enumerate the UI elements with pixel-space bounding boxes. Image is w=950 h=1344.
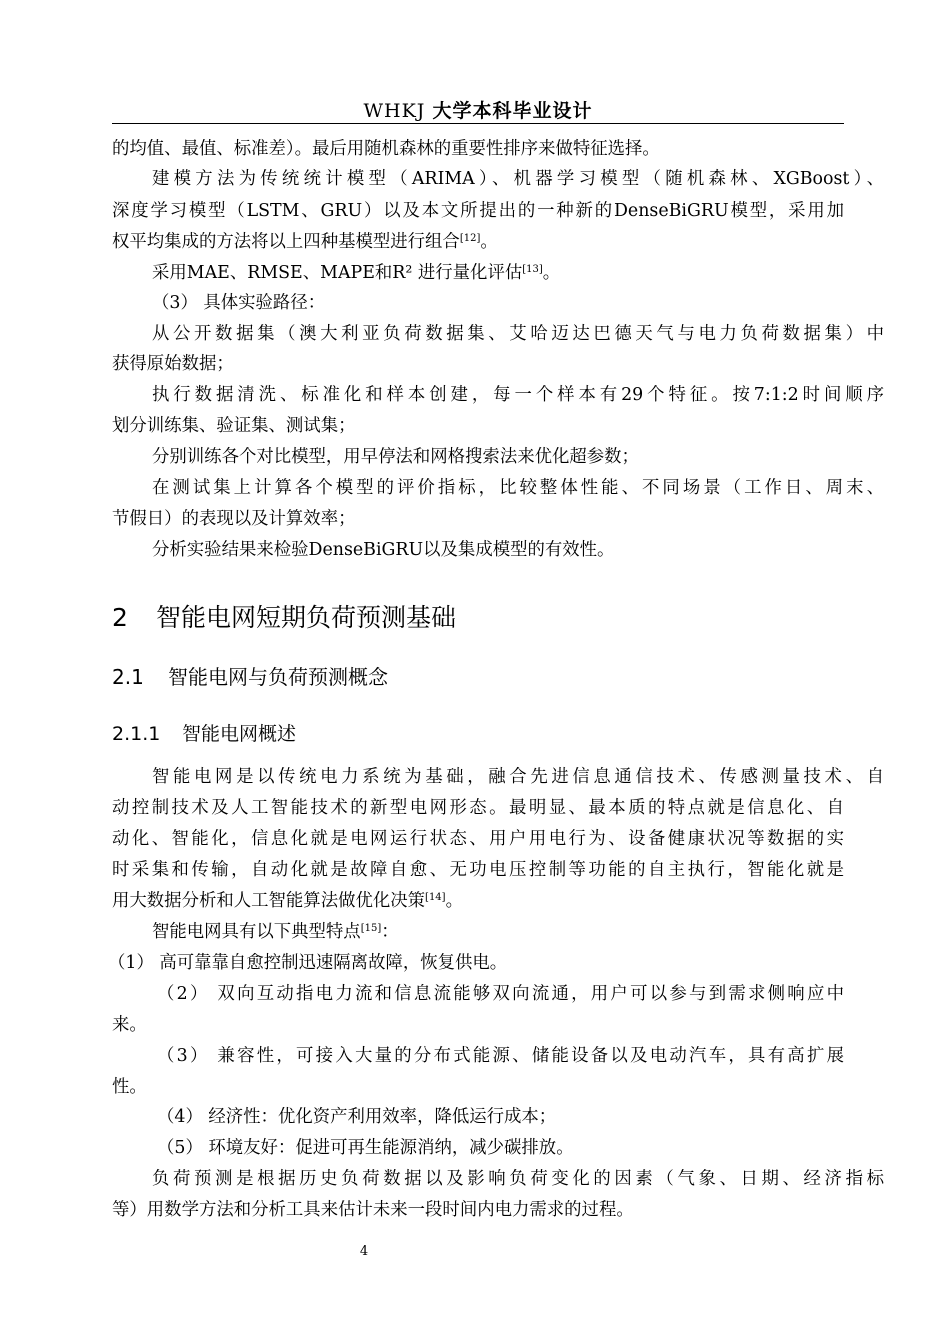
subsection-number: 2.1.1 [112, 723, 161, 745]
body-line: 智能电网是以传统电力系统为基础，融合先进信息通信技术、传感测量技术、自 [152, 767, 884, 787]
body-line: 采用MAE、RMSE、MAPE和R² 进行量化评估[13]。 [152, 263, 561, 283]
header-title: 大学本科毕业设计 [432, 100, 593, 122]
body-line: 从公开数据集（澳大利亚负荷数据集、艾哈迈达巴德天气与电力负荷数据集）中 [152, 324, 884, 344]
list-item: （1） 高可靠靠自愈控制迅速隔离故障，恢复供电。 [108, 953, 508, 973]
body-line: 分别训练各个对比模型，用早停法和网格搜索法来优化超参数； [152, 447, 639, 467]
list-item: （5） 环境友好：促进可再生能源消纳，减少碳排放。 [157, 1138, 574, 1158]
header-prefix: WHKJ [363, 100, 426, 122]
body-line: 动控制技术及人工智能技术的新型电网形态。最明显、最本质的特点就是信息化、自 [112, 798, 844, 818]
body-line: 性。 [112, 1077, 147, 1097]
page-number: 4 [359, 1244, 369, 1259]
body-line: （3） 具体实验路径： [152, 293, 326, 313]
header-rule [112, 123, 844, 124]
citation-ref: [12] [459, 233, 481, 244]
body-line: 权平均集成的方法将以上四种基模型进行组合[12]。 [112, 232, 498, 252]
section-title: 智能电网与负荷预测概念 [168, 665, 388, 689]
body-line: 建模方法为传统统计模型（ARIMA）、机器学习模型（随机森林、XGBoost）、 [152, 169, 884, 189]
chapter-heading [112, 598, 456, 634]
body-line: 动化、智能化，信息化就是电网运行状态、用户用电行为、设备健康状况等数据的实 [112, 829, 844, 849]
body-line: 来。 [112, 1015, 147, 1035]
body-line: 时采集和传输，自动化就是故障自愈、无功电压控制等功能的自主执行，智能化就是 [112, 860, 844, 880]
body-line: 分析实验结果来检验DenseBiGRU以及集成模型的有效性。 [152, 540, 615, 560]
body-line: 在测试集上计算各个模型的评价指标，比较整体性能、不同场景（工作日、周末、 [152, 478, 884, 498]
body-line: 负荷预测是根据历史负荷数据以及影响负荷变化的因素（气象、日期、经济指标 [152, 1169, 884, 1189]
body-line: 执行数据清洗、标准化和样本创建，每一个样本有29个特征。按7:1:2时间顺序 [152, 385, 884, 405]
citation-ref: [15] [360, 923, 382, 934]
list-item: （4） 经济性：优化资产利用效率，降低运行成本； [157, 1107, 557, 1127]
body-line: 等）用数学方法和分析工具来估计未来一段时间内电力需求的过程。 [112, 1200, 634, 1220]
page-header [112, 96, 844, 123]
list-item: （2） 双向互动指电力流和信息流能够双向流通，用户可以参与到需求侧响应中 [157, 984, 844, 1004]
citation-ref: [14] [425, 892, 446, 903]
list-item: （3） 兼容性，可接入大量的分布式能源、储能设备以及电动汽车，具有高扩展 [157, 1046, 844, 1066]
body-line: 节假日）的表现以及计算效率； [112, 509, 356, 529]
subsection-heading [112, 719, 296, 746]
chapter-title: 智能电网短期负荷预测基础 [156, 603, 457, 632]
body-line: 用大数据分析和人工智能算法做优化决策[14]。 [112, 891, 463, 911]
citation-ref: [13] [522, 264, 543, 275]
subsection-title: 智能电网概述 [182, 723, 297, 745]
chapter-number: 2 [112, 603, 128, 632]
body-line: 的均值、最值、标准差）。最后用随机森林的重要性排序来做特征选择。 [112, 139, 660, 159]
section-heading [112, 661, 388, 690]
body-line: 划分训练集、验证集、测试集； [112, 416, 356, 436]
body-line: 深度学习模型（LSTM、GRU）以及本文所提出的一种新的DenseBiGRU模型，采用加 [112, 201, 844, 221]
section-number: 2.1 [112, 665, 144, 689]
body-line: 智能电网具有以下典型特点[15]： [152, 922, 399, 942]
body-line: 获得原始数据； [112, 354, 234, 374]
